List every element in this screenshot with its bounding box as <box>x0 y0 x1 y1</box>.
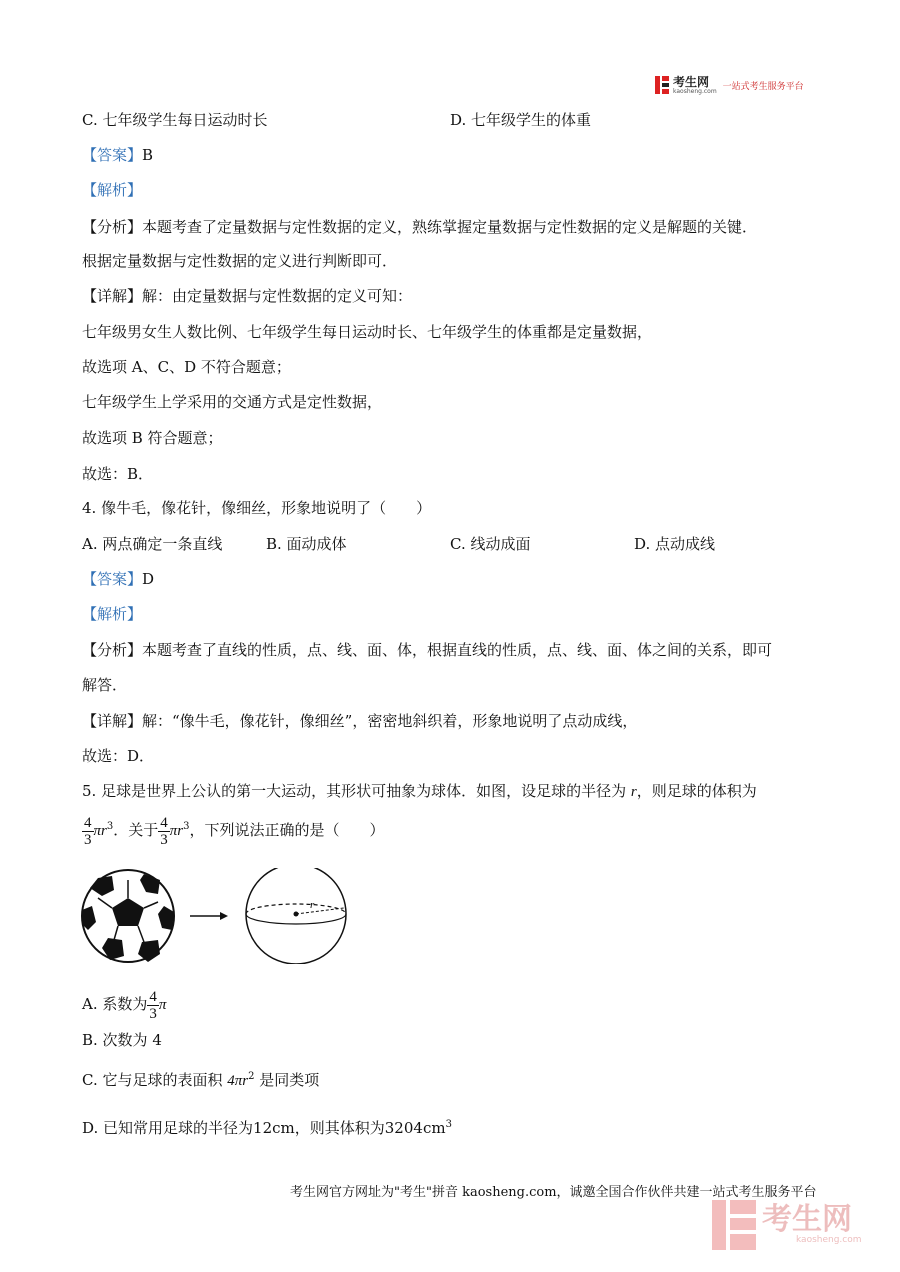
logo-mark-icon <box>655 76 669 94</box>
frac-den: 3 <box>160 831 168 848</box>
exp3: 3 <box>106 821 114 832</box>
arrow-right-icon <box>190 912 228 920</box>
q4-option-d: D. 点动成线 <box>634 535 716 553</box>
q5-option-a-frac <box>147 989 159 1022</box>
q3-answer-row <box>82 145 153 165</box>
q5-figure <box>78 868 350 964</box>
xiangjie-text: 解：由定量数据与定性数据的定义可知： <box>142 287 413 305</box>
logo-brand: 考生网 <box>673 74 710 89</box>
q4-conclusion: 故选：D． <box>82 747 155 765</box>
watermark-logo-icon <box>712 1200 756 1250</box>
q3-fenxi-text2: 根据定量数据与定性数据的定义进行判断即可． <box>82 252 398 270</box>
q5-stem-line2 <box>82 812 385 849</box>
r-symbol: r <box>101 823 107 839</box>
watermark-sub: kaosheng.com <box>796 1235 862 1245</box>
logo-domain: kaosheng.com <box>673 87 717 95</box>
q4-xiangjie <box>82 711 637 731</box>
q5-option-a-text: A. 系数为 <box>82 995 148 1013</box>
q4-option-a: A. 两点确定一条直线 <box>82 535 223 553</box>
fenxi-text: 本题考查了定量数据与定性数据的定义，熟练掌握定量数据与定性数据的定义是解题的关键． <box>142 218 758 236</box>
fenxi-label: 【分析】 <box>82 641 143 659</box>
fenxi-label: 【分析】 <box>82 218 143 236</box>
q5-option-b: B. 次数为 4 <box>82 1031 162 1049</box>
answer-label: 【答案】 <box>82 146 143 164</box>
q4-option-b: B. 面动成体 <box>266 535 347 553</box>
watermark <box>712 1200 862 1250</box>
xiangjie-label: 【详解】 <box>82 287 143 305</box>
q3-line3: 七年级学生上学采用的交通方式是定性数据， <box>82 393 383 411</box>
q4-answer: D <box>142 570 155 588</box>
q4-answer-row <box>82 569 154 589</box>
logo-slogan: 一站式考生服务平台 <box>722 81 804 92</box>
exp3: 3 <box>183 821 190 832</box>
surface-area-expr: 4πr <box>227 1073 249 1089</box>
frac-den: 3 <box>149 1005 157 1022</box>
answer-label: 【答案】 <box>82 570 143 588</box>
q4-fenxi <box>82 640 772 660</box>
frac-num: 4 <box>84 814 92 831</box>
exp-volume: 3 <box>445 1119 452 1130</box>
soccer-ball-icon <box>82 870 174 962</box>
fenxi-text: 本题考查了直线的性质，点、线、面、体，根据直线的性质，点、线、面、体之间的关系，即可 <box>142 641 773 659</box>
watermark-text: 考生网 <box>762 1202 852 1237</box>
q5-option-d-mid: ，则其体积为 <box>294 1119 385 1137</box>
q5-radius-value: 12cm <box>253 1119 295 1137</box>
r-symbol: r <box>177 823 184 839</box>
q3-analysis-label: 【解析】 <box>82 181 143 199</box>
exp2: 2 <box>248 1071 255 1082</box>
q4-stem: 4. 像牛毛，像花针，像细丝，形象地说明了（ ） <box>82 499 432 517</box>
frac-den: 3 <box>84 831 92 848</box>
xiangjie-text: 解：“像牛毛，像花针，像细丝”，密密地斜织着，形象地说明了点动成线， <box>142 712 638 730</box>
q5-option-a <box>82 986 166 1023</box>
q5-option-d <box>82 1118 452 1138</box>
q5-frac-2 <box>158 815 170 848</box>
pi-symbol: π <box>158 997 167 1013</box>
pi-symbol: π <box>169 823 178 839</box>
q3-line1: 七年级男女生人数比例、七年级学生每日运动时长、七年级学生的体重都是定量数据， <box>82 323 653 341</box>
q3-line2: 故选项 A、C、D 不符合题意； <box>82 358 291 376</box>
q3-option-c: C. 七年级学生每日运动时长 <box>82 111 268 129</box>
q5-option-c-post: 是同类项 <box>259 1071 320 1089</box>
q5-stem <box>82 781 757 802</box>
q5-volume-value: 3204cm <box>384 1119 446 1137</box>
q5-option-c-pre: C. 它与足球的表面积 <box>82 1071 223 1089</box>
q5-var-r: r <box>630 784 637 800</box>
frac-num: 4 <box>149 988 157 1005</box>
q5-about: ．关于 <box>113 821 159 839</box>
sphere-diagram <box>246 868 346 964</box>
q5-stem-tail: ，则足球的体积为 <box>636 782 757 800</box>
q3-answer: B <box>142 146 154 164</box>
q5-question: ，下列说法正确的是（ ） <box>189 821 385 839</box>
q5-option-d-pre: D. 已知常用足球的半径为 <box>82 1119 254 1137</box>
q5-option-c <box>82 1070 319 1091</box>
q3-line5: 故选：B． <box>82 465 154 483</box>
q4-option-c: C. 线动成面 <box>450 535 531 553</box>
pi-symbol: π <box>93 823 102 839</box>
xiangjie-label: 【详解】 <box>82 712 143 730</box>
q4-analysis-label: 【解析】 <box>82 605 143 623</box>
footer-text: 考生网官方网址为"考生"拼音 kaosheng.com，诚邀全国合作伙伴共建一站式考生服务平台 <box>290 1185 817 1200</box>
q5-frac <box>82 815 94 848</box>
header-logo[interactable] <box>655 74 804 96</box>
q4-fenxi-text2: 解答． <box>82 676 128 694</box>
q3-option-d: D. 七年级学生的体重 <box>450 111 592 129</box>
q3-line4: 故选项 B 符合题意； <box>82 429 223 447</box>
q3-fenxi <box>82 217 757 237</box>
frac-num: 4 <box>160 814 168 831</box>
q3-xiangjie <box>82 286 412 306</box>
q5-stem-text: 5. 足球是世界上公认的第一大运动，其形状可抽象为球体．如图，设足球的半径为 <box>82 782 627 800</box>
sphere-radius-label: r <box>310 899 315 911</box>
